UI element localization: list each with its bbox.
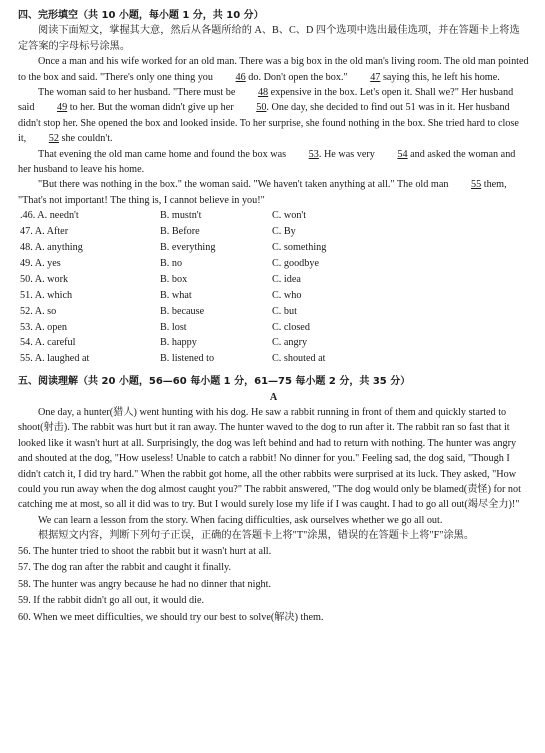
section4-title: 四、完形填空（共 10 小题，每小题 1 分，共 10 分） <box>18 10 264 21</box>
option-b: B. everything <box>160 242 216 254</box>
reading-paragraph-2: We can learn a lesson from the story. When facing difficulties, ask ourselves whether we go all out. <box>38 514 443 526</box>
cloze-paragraph-2: The woman said to her husband. "There must be 48 expensive in the box. Let's open it. Shall we?" Her husband said 49 to her. But the woman didn't give up her 50. One day, she decided to find out 51 was in it. Her husband didn't stop her. She opened the box and looked inside. To her surprise, she found nothing in the box. She tried hard to close it, 52 she couldn't. <box>18 85 529 147</box>
question-60: 60. When we meet difficulties, we should try our best to solve(解决) them. <box>18 611 324 623</box>
judge-questions <box>18 544 529 627</box>
option-b: B. box <box>160 273 188 285</box>
cloze-paragraph-4: "But there was nothing in the box." the woman said. "We haven't taken anything at all." The old man 55 them, "That's not important! The thing is, I cannot believe in you!" <box>18 179 507 206</box>
cloze-options <box>20 208 529 367</box>
blank-52: 52 <box>48 133 59 145</box>
option-c: C. By <box>272 226 296 238</box>
option-b: B. Before <box>160 226 200 238</box>
option-a: 47. A. After <box>20 226 69 238</box>
option-a: 50. A. work <box>20 273 69 285</box>
blank-50: 50 <box>256 102 267 114</box>
option-c: C. shouted at <box>272 353 326 365</box>
option-a: 49. A. yes <box>20 257 61 269</box>
reading-paragraph-1: One day, a hunter(猎人) went hunting with his dog. He saw a rabbit running in front of them and quickly started to shoot(射击). The rabbit was hurt but it ran away. The hunter waved to the dog to run after it. The rabbit ran so fast that it looked like it wasn't hurt at all. Surprisingly, the dog was left behind and had to return with nothing. The hunter was angry and shouted at the dog, "How useless! Unable to catch a rabbit! No dinner for you." Feeling sad, the dog said, "Though I didn't catch it, I did try hard." When the rabbit got home, all the other rabbits were surprised at its luck. They asked, "How could you run away when the dog almost caught you?" The rabbit answered, "The dog would only be blamed(责怪) for not catching me at most, so all it did was to try. But I would surely lose my life if I was caught. I had to go all out(竭尽全力)!" <box>18 407 521 511</box>
blank-47: 47 <box>370 71 381 83</box>
option-a: 55. A. laughed at <box>20 353 90 365</box>
section4-instruction: 阅读下面短文，掌握其大意，然后从各题所给的 A、B、C、D 四个选项中选出最佳选项，并在答题卡上将选定答案的字母标号涂黑。 <box>18 25 520 52</box>
option-c: C. closed <box>272 321 310 333</box>
option-a: .46. A. needn't <box>20 210 79 222</box>
question-59: 59. If the rabbit didn't go all out, it would die. <box>18 595 205 607</box>
option-c: C. idea <box>272 273 301 285</box>
option-c: C. won't <box>272 210 307 222</box>
option-c: C. who <box>272 289 302 301</box>
blank-46: 46 <box>235 71 246 83</box>
option-c: C. angry <box>272 337 308 349</box>
option-c: C. goodbye <box>272 257 319 269</box>
option-b: B. happy <box>160 337 197 349</box>
option-a: 48. A. anything <box>20 242 83 254</box>
blank-49: 49 <box>56 102 68 114</box>
option-a: 51. A. which <box>20 289 73 301</box>
blank-53: 53 <box>308 148 319 160</box>
option-b: B. no <box>160 257 183 269</box>
question-58: 58. The hunter was angry because he had no dinner that night. <box>18 578 272 590</box>
option-b: B. mustn't <box>160 210 202 222</box>
option-c: C. but <box>272 305 297 317</box>
option-a: 52. A. so <box>20 305 57 317</box>
blank-48: 48 <box>257 87 269 99</box>
passage-label: A <box>269 391 278 403</box>
option-b: B. what <box>160 289 192 301</box>
blank-55: 55 <box>471 179 482 191</box>
section5-title: 五、阅读理解（共 20 小题，56—60 每小题 1 分，61—75 每小题 2 分，共 35 分） <box>18 376 411 388</box>
option-a: 53. A. open <box>20 321 67 333</box>
question-57: 57. The dog ran after the rabbit and caught it finally. <box>18 562 232 574</box>
judge-instruction: 根据短文内容，判断下列句子正误，正确的在答题卡上将"T"涂黑，错误的在答题卡上将"F"涂黑。 <box>38 530 475 542</box>
option-c: C. something <box>272 242 327 254</box>
option-b: B. because <box>160 305 205 317</box>
option-b: B. lost <box>160 321 187 333</box>
cloze-paragraph-3: That evening the old man came home and found the box was 53. He was very 54 and asked the woman and her husband to leave his home. <box>18 148 516 176</box>
cloze-paragraph-1: Once a man and his wife worked for an old man. There was a big box in the old man's living room. The old man pointed to the box and said. "There's only one thing you 46 do. Don't open the box." 47 saying this, he left his home. <box>18 54 529 85</box>
question-56: 56. The hunter tried to shoot the rabbit but it wasn't hurt at all. <box>18 545 272 557</box>
option-a: 54. A. careful <box>20 337 76 349</box>
blank-54: 54 <box>397 148 408 160</box>
option-b: B. listened to <box>160 353 215 365</box>
